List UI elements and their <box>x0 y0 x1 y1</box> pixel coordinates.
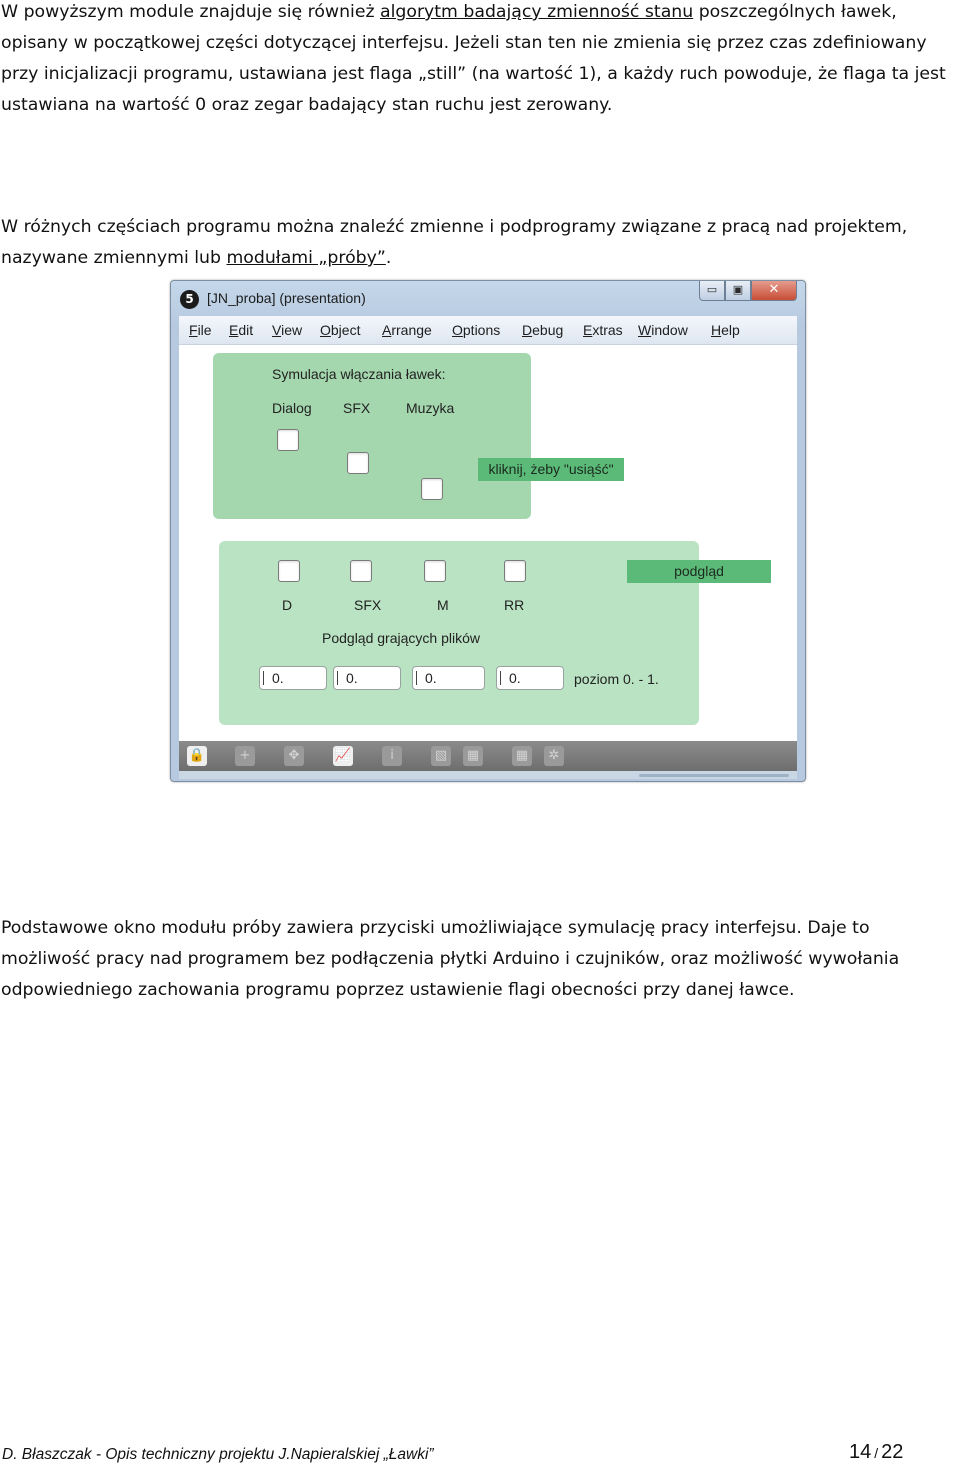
minimize-button[interactable]: ▭ <box>699 281 725 301</box>
menu-edit[interactable]: Edit <box>229 322 254 338</box>
checkbox-sfx-preview[interactable] <box>350 560 372 582</box>
link-test-modules[interactable]: modułami „próby” <box>226 248 386 268</box>
status-bar <box>179 771 797 779</box>
duplicate-icon[interactable]: ▦ <box>463 746 483 766</box>
maximize-button[interactable]: ▣ <box>725 281 751 301</box>
checkbox-d[interactable] <box>278 560 300 582</box>
bench-simulation-heading: Symulacja włączania ławek: <box>272 366 446 382</box>
paragraph-still-flag: W powyższym module znajduje się również algorytm badający zmienność stanu poszczególnych ławek, opisany w początkowej części dotyczącej interfejsu. Jeżeli stan ten nie zmienia się przez czas zdefiniowany przy inicjalizacji programu, ustawiana jest flaga „still” (na wartość 1), a każdy ruch powoduje, że flaga ta jest ustawiana na wartość 0 oraz zegar badający stan ruchu jest zerowany. <box>1 2 946 115</box>
checkbox-sfx[interactable] <box>347 452 369 474</box>
menu-options[interactable]: Options <box>452 322 501 338</box>
bottom-toolbar <box>179 741 797 771</box>
menu-file[interactable]: File <box>189 322 212 338</box>
menu-arrange[interactable]: Arrange <box>382 322 432 338</box>
checkbox-rr[interactable] <box>504 560 526 582</box>
level-field-d[interactable]: 0. <box>259 666 327 690</box>
plus-icon[interactable]: + <box>235 746 255 766</box>
menu-view[interactable]: View <box>272 322 303 338</box>
menu-help[interactable]: Help <box>711 322 740 338</box>
menu-window[interactable]: Window <box>638 322 688 338</box>
menu-object[interactable]: Object <box>320 322 361 338</box>
info-icon[interactable]: i <box>382 746 402 766</box>
playing-files-caption: Podgląd grających plików <box>322 630 480 646</box>
level-field-m[interactable]: 0. <box>412 666 485 690</box>
label-sfx: SFX <box>343 400 371 416</box>
bench-simulation-panel <box>213 353 531 519</box>
paragraph-test-modules: W różnych częściach programu można znaleźć zmienne i podprogramy związane z pracą nad projektem, nazywane zmiennymi lub modułami „próby”. <box>1 217 908 268</box>
menu-debug[interactable]: Debug <box>522 322 564 338</box>
label-rr: RR <box>504 597 525 613</box>
checkbox-muzyka[interactable] <box>421 478 443 500</box>
label-sfx-preview: SFX <box>354 597 382 613</box>
app-window-screenshot <box>170 280 806 782</box>
menu-extras[interactable]: Extras <box>583 322 623 338</box>
app-icon: 5 <box>180 290 199 309</box>
presentation-icon[interactable]: 📈 <box>333 746 353 766</box>
checkbox-dialog[interactable] <box>277 429 299 451</box>
move-icon[interactable]: ✥ <box>284 746 304 766</box>
label-m: M <box>437 597 449 613</box>
sit-down-button[interactable]: kliknij, żeby "usiąść" <box>478 458 624 481</box>
level-field-rr[interactable]: 0. <box>496 666 564 690</box>
page-number: 14 / 22 <box>849 1441 904 1463</box>
layers-icon[interactable]: ▧ <box>431 746 451 766</box>
menu-bar <box>179 316 797 345</box>
lock-icon[interactable]: 🔒 <box>187 746 207 766</box>
title-bar <box>171 281 805 315</box>
checkbox-m[interactable] <box>424 560 446 582</box>
grid-icon[interactable]: ▦ <box>512 746 532 766</box>
settings-icon[interactable]: ✲ <box>544 746 564 766</box>
paragraph-test-window: Podstawowe okno modułu próby zawiera przyciski umożliwiające symulację pracy interfejsu. Daje to możliwość pracy nad programem bez podłączenia płytki Arduino i czujników, oraz możliwość wywołania odpowiedniego zachowania programu poprzez ustawienie flagi obecności przy danej ławce. <box>1 918 900 1000</box>
window-controls <box>699 281 797 302</box>
level-field-sfx[interactable]: 0. <box>333 666 401 690</box>
window-title: [JN_proba] (presentation) <box>207 290 366 306</box>
label-d: D <box>282 597 293 613</box>
label-dialog: Dialog <box>272 400 312 416</box>
preview-button[interactable]: podgląd <box>627 560 771 583</box>
level-note: poziom 0. - 1. <box>574 671 659 687</box>
footer-author-title: D. Błaszczak - Opis techniczny projektu J.Napieralskiej „Ławki” <box>2 1446 434 1463</box>
label-muzyka: Muzyka <box>406 400 455 416</box>
close-button[interactable]: ✕ <box>751 281 797 301</box>
link-state-algorithm[interactable]: algorytm badający zmienność stanu <box>380 2 694 22</box>
